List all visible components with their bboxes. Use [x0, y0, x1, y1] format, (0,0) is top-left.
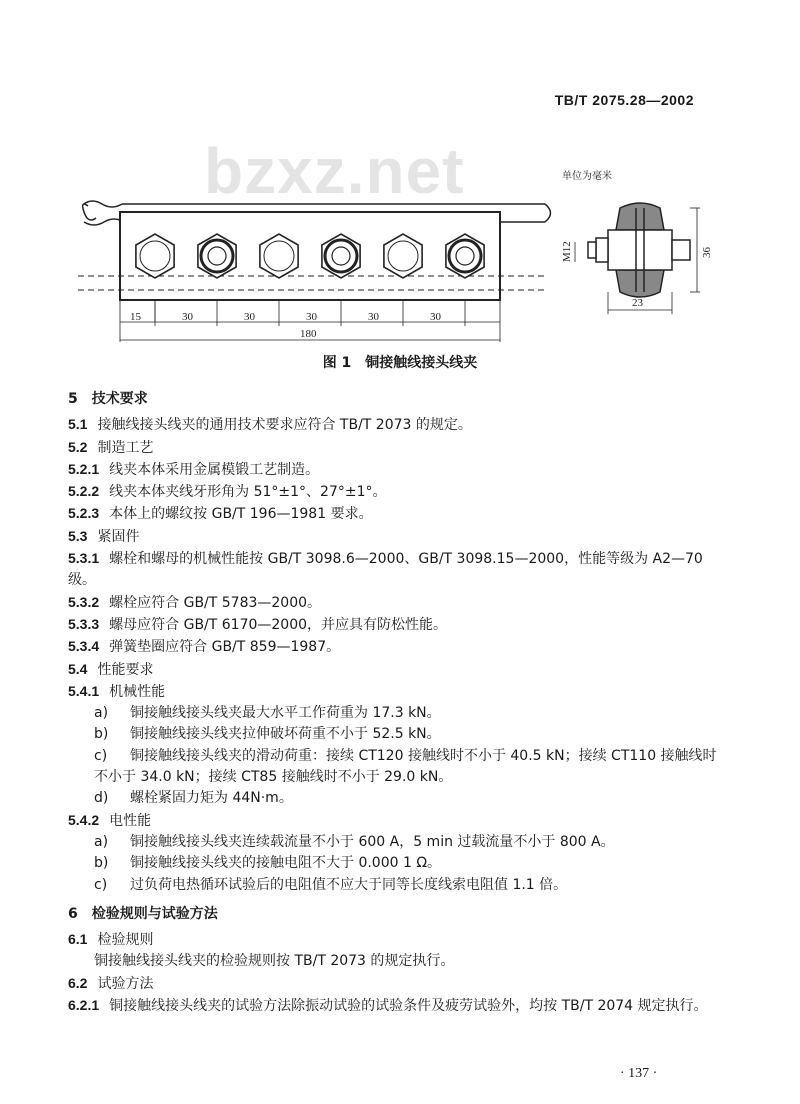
clause-5-3-2: 5.3.2 螺栓应符合 GB/T 5783—2000。 — [68, 593, 322, 611]
clause-6-2-1: 6.2.1 铜接触线接头线夹的试验方法除振动试验的试验条件及疲劳试验外，均按 TB/T 2074 规定执行。 — [68, 997, 708, 1015]
clause-5-4-2: 5.4.2 电性能 — [68, 811, 152, 829]
list-item: d) 螺栓紧固力矩为 44N·m。 — [94, 790, 293, 807]
list-item: c) 过负荷电热循环试验后的电阻值不应大于同等长度线索电阻值 1.1 倍。 — [94, 876, 568, 893]
list-item: b) 铜接触线接头线夹拉伸破坏荷重不小于 52.5 kN。 — [94, 726, 441, 743]
clause-5-2-1: 5.2.1 线夹本体采用金属模锻工艺制造。 — [68, 460, 320, 478]
clause-6-1-body: 铜接触线接头线夹的检验规则按 TB/T 2073 的规定执行。 — [94, 953, 455, 970]
dim-m12: M12 — [561, 241, 573, 262]
list-item: a) 铜接触线接头线夹最大水平工作荷重为 17.3 kN。 — [94, 705, 441, 722]
clause-5-3: 5.3 紧固件 — [68, 527, 140, 545]
clause-5-3-1: 5.3.1 螺栓和螺母的机械性能按 GB/T 3098.6—2000、GB/T 3098.15—2000，性能等级为 A2—70 级。 — [68, 550, 703, 589]
page-number: · 137 · — [620, 1066, 658, 1081]
dim-36: 36 — [701, 247, 713, 258]
section-6-heading: 6 检验规则与试验方法 — [68, 905, 218, 922]
list-item: b) 铜接触线接头线夹的接触电阻不大于 0.000 1 Ω。 — [94, 855, 442, 872]
section-5-heading: 5 技术要求 — [68, 391, 148, 407]
figure-caption: 图 1 铜接触线接头线夹 — [322, 355, 478, 371]
standard-code: TB/T 2075.28—2002 — [554, 92, 694, 108]
watermark: bzxz.net — [204, 135, 465, 207]
side-view — [588, 203, 690, 297]
list-item: c) 铜接触线接头线夹的滑动荷重：接续 CT120 接触线时不小于 40.5 kN；接续 CT110 接触线时不小于 34.0 kN；接续 CT85 接触线时不小于 29.0 kN。 — [94, 747, 717, 786]
clause-5-4: 5.4 性能要求 — [68, 660, 154, 678]
clause-5-2-2: 5.2.2 线夹本体夹线牙形角为 51°±1°、27°±1°。 — [68, 483, 387, 501]
clamp-drawing — [0, 180, 800, 350]
clause-5-2-3: 5.2.3 本体上的螺纹按 GB/T 196—1981 要求。 — [68, 505, 373, 523]
clause-5-3-3: 5.3.3 螺母应符合 GB/T 6170—2000，并应具有防松性能。 — [68, 615, 448, 633]
document-body — [68, 385, 718, 1017]
clause-5-1: 5.1 接触线接头线夹的通用技术要求应符合 TB/T 2073 的规定。 — [68, 416, 472, 434]
dim-180: 180 — [300, 328, 317, 340]
clamp-body — [120, 212, 500, 300]
clause-5-4-1: 5.4.1 机械性能 — [68, 682, 166, 700]
dim-30-2: 30 — [244, 311, 255, 323]
dim-30-1: 30 — [182, 311, 193, 323]
dim-30-4: 30 — [368, 311, 379, 323]
dim-23: 23 — [632, 297, 643, 309]
clause-5-3-4: 5.3.4 弹簧垫圈应符合 GB/T 859—1987。 — [68, 638, 341, 656]
list-item: a) 铜接触线接头线夹连续载流量不小于 600 A，5 min 过载流量不小于 800 A。 — [94, 833, 615, 850]
clause-6-2: 6.2 试验方法 — [68, 974, 154, 992]
clause-5-2: 5.2 制造工艺 — [68, 438, 154, 456]
dim-15: 15 — [130, 311, 141, 323]
clause-6-1: 6.1 检验规则 — [68, 931, 154, 949]
dim-30-5: 30 — [430, 311, 441, 323]
unit-note: 单位为毫米 — [562, 171, 612, 182]
dim-30-3: 30 — [306, 311, 317, 323]
